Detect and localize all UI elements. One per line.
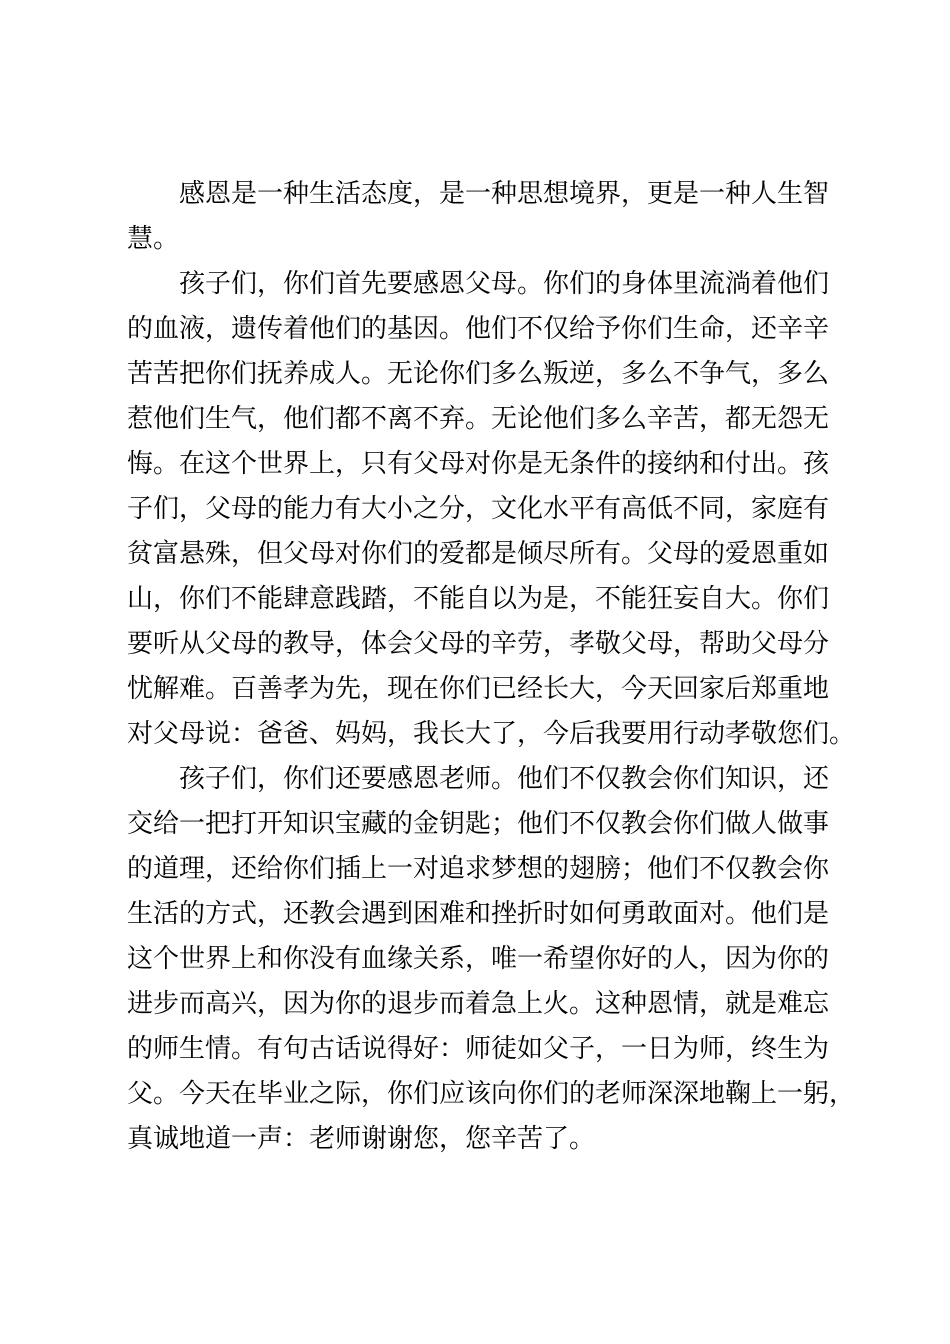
text-line: 惹他们生气，他们都不离不弃。无论他们多么辛苦，都无怨无 <box>127 404 830 434</box>
text-line: 贫富悬殊，但父母对你们的爱都是倾尽所有。父母的爱恩重如 <box>127 539 830 569</box>
text-line: 忧解难。百善孝为先，现在你们已经长大，今天回家后郑重地 <box>127 674 830 704</box>
text-line: 的血液，遗传着他们的基因。他们不仅给予你们生命，还辛辛 <box>127 314 830 344</box>
text-line: 子们，父母的能力有大小之分，文化水平有高低不同，家庭有 <box>127 494 830 524</box>
text-line: 真诚地道一声：老师谢谢您，您辛苦了。 <box>127 1124 596 1154</box>
text-line: 悔。在这个世界上，只有父母对你是无条件的接纳和付出。孩 <box>127 449 830 479</box>
text-line: 交给一把打开知识宝藏的金钥匙；他们不仅教会你们做人做事 <box>127 809 830 839</box>
text-line: 山，你们不能肆意践踏，不能自以为是，不能狂妄自大。你们 <box>127 584 830 614</box>
text-line: 要听从父母的教导，体会父母的辛劳，孝敬父母，帮助父母分 <box>127 629 830 659</box>
paragraph-gratitude-intro <box>127 172 833 262</box>
text-line: 的道理，还给你们插上一对追求梦想的翅膀；他们不仅教会你 <box>127 854 830 884</box>
paragraph-gratitude-teachers <box>127 757 856 1162</box>
paragraph-gratitude-parents <box>127 262 856 757</box>
text-line: 对父母说：爸爸、妈妈，我长大了，今后我要用行动孝敬您们。 <box>127 719 856 749</box>
text-line: 这个世界上和你没有血缘关系，唯一希望你好的人，因为你的 <box>127 944 830 974</box>
document-body <box>127 172 856 1162</box>
text-line: 感恩是一种生活态度，是一种思想境界，更是一种人生智 <box>179 179 830 209</box>
text-line: 慧。 <box>127 224 180 254</box>
text-line: 孩子们，你们还要感恩老师。他们不仅教会你们知识，还 <box>179 764 830 794</box>
text-line: 进步而高兴，因为你的退步而着急上火。这种恩情，就是难忘 <box>127 989 830 1019</box>
text-line: 苦苦把你们抚养成人。无论你们多么叛逆，多么不争气，多么 <box>127 359 830 389</box>
text-line: 父。今天在毕业之际，你们应该向你们的老师深深地鞠上一躬， <box>127 1079 856 1109</box>
text-line: 孩子们，你们首先要感恩父母。你们的身体里流淌着他们 <box>179 269 830 299</box>
text-line: 生活的方式，还教会遇到困难和挫折时如何勇敢面对。他们是 <box>127 899 830 929</box>
text-line: 的师生情。有句古话说得好：师徒如父子，一日为师，终生为 <box>127 1034 830 1064</box>
